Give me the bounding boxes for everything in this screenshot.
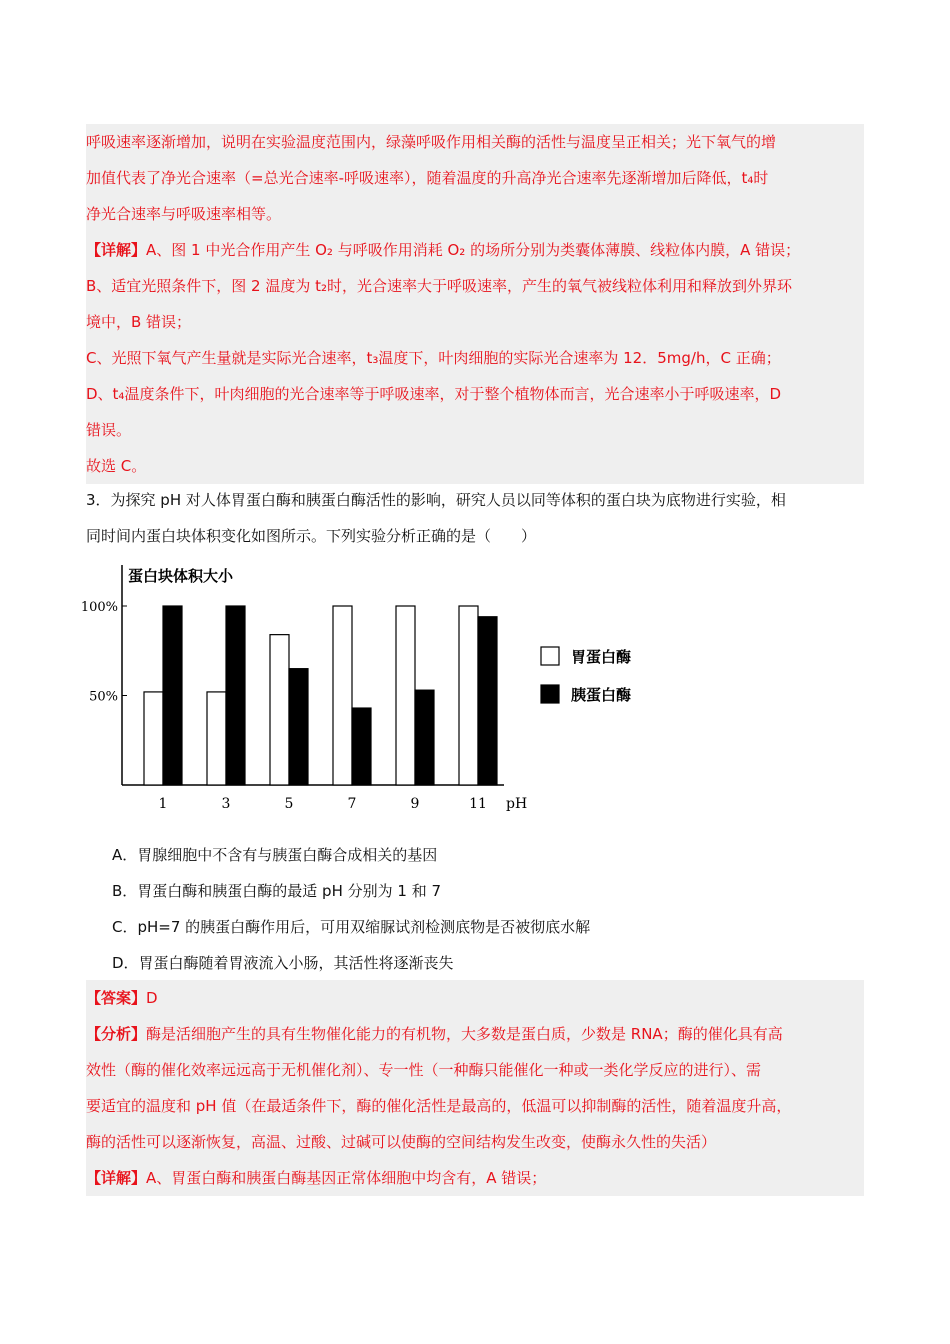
analysis-line-1: [86, 1016, 864, 1052]
bar: [226, 606, 245, 785]
x-tick-label: 1: [158, 796, 168, 812]
answer-line: [86, 980, 864, 1016]
analysis-line-3: 要适宜的温度和 pH 值（在最适条件下，酶的催化活性是最高的，低温可以抑制酶的活性，随着温度升高，: [86, 1097, 792, 1115]
answer-block: [86, 980, 864, 1196]
option-b[interactable]: B．胃蛋白酶和胰蛋白酶的最适 pH 分别为 1 和 7: [112, 882, 442, 900]
answer-tag: 【答案】: [86, 989, 147, 1007]
prev-solution-block: [86, 124, 864, 484]
prev-conclusion: 故选 C。: [86, 457, 147, 475]
bar: [352, 708, 371, 785]
question-stem-line-2: 同时间内蛋白块体积变化如图所示。下列实验分析正确的是（ ）: [86, 527, 537, 545]
question-stem: [86, 482, 864, 554]
bar: [144, 692, 163, 785]
x-axis-label: pH: [506, 796, 528, 812]
option-a[interactable]: A．胃腺细胞中不含有与胰蛋白酶合成相关的基因: [112, 846, 438, 864]
y-tick-label: 100%: [80, 600, 118, 615]
analysis-tag: 【分析】: [86, 1025, 147, 1043]
bar: [459, 606, 478, 785]
prev-detail-line-3: 境中，B 错误；: [86, 313, 192, 331]
y-axis-label: 蛋白块体积大小: [128, 567, 234, 585]
analysis-line-4: 酶的活性可以逐渐恢复，高温、过酸、过碱可以使酶的空间结构发生改变，使酶永久性的失活）: [86, 1133, 717, 1151]
option-d[interactable]: D．胃蛋白酶随着胃液流入小肠，其活性将逐渐丧失: [112, 954, 454, 972]
options-list: [112, 837, 852, 981]
prev-analysis-line-3: 净光合速率与呼吸速率相等。: [86, 205, 282, 223]
prev-detail-line-6: 错误。: [86, 421, 132, 439]
bar: [270, 635, 289, 785]
legend-swatch: [541, 685, 559, 703]
detail-text-1: A、胃蛋白酶和胰蛋白酶基因正常体细胞中均含有，A 错误；: [146, 1169, 547, 1187]
x-tick-label: 11: [469, 796, 487, 812]
prev-detail-line-5: D、t₄温度条件下，叶肉细胞的光合速率等于呼吸速率，对于整个植物体而言，光合速率小于呼吸速率，D: [86, 385, 781, 403]
bar: [163, 606, 182, 785]
y-tick-label: 50%: [89, 689, 118, 705]
legend-swatch: [541, 647, 559, 665]
prev-analysis-line-2: 加值代表了净光合速率（=总光合速率-呼吸速率），随着温度的升高净光合速率先逐渐增加后降低，t₄时: [86, 169, 769, 187]
prev-detail-line-4: C、光照下氧气产生量就是实际光合速率，t₃温度下，叶肉细胞的实际光合速率为 12．5mg/h，C 正确；: [86, 349, 781, 367]
legend-label: 胃蛋白酶: [571, 648, 632, 666]
prev-detail-line-1: [86, 232, 864, 268]
bar: [333, 606, 352, 785]
prev-detail-line-2: B、适宜光照条件下，图 2 温度为 t₂时，光合速率大于呼吸速率，产生的氧气被线粒体利用和释放到外界环: [86, 277, 793, 295]
bar: [207, 692, 226, 785]
prev-analysis-line-1: 呼吸速率逐渐增加，说明在实验温度范围内，绿藻呼吸作用相关酶的活性与温度呈正相关；光下氧气的增: [86, 133, 777, 151]
analysis-line-2: 效性（酶的催化效率远远高于无机催化剂）、专一性（一种酶只能催化一种或一类化学反应的进行）、需: [86, 1061, 762, 1079]
detail-tag: 【详解】: [86, 241, 147, 259]
x-tick-label: 3: [221, 796, 231, 812]
prev-detail-text-1: A、图 1 中光合作用产生 O₂ 与呼吸作用消耗 O₂ 的场所分别为类囊体薄膜、线粒体内膜，A 错误；: [146, 241, 801, 259]
x-tick-label: 9: [410, 796, 420, 812]
option-c[interactable]: C．pH=7 的胰蛋白酶作用后，可用双缩脲试剂检测底物是否被彻底水解: [112, 918, 591, 936]
bar: [478, 617, 497, 785]
answer-value: D: [146, 989, 158, 1007]
legend-label: 胰蛋白酶: [571, 686, 632, 704]
enzyme-activity-bar-chart: [80, 557, 686, 817]
x-tick-label: 7: [347, 796, 357, 812]
question-stem-line-1: 3．为探究 pH 对人体胃蛋白酶和胰蛋白酶活性的影响，研究人员以同等体积的蛋白块为底物进行实验，相: [86, 491, 786, 509]
x-tick-label: 5: [284, 796, 294, 812]
analysis-text-1: 酶是活细胞产生的具有生物催化能力的有机物，大多数是蛋白质，少数是 RNA；酶的催化具有高: [146, 1025, 783, 1043]
bar: [289, 669, 308, 785]
detail-line-1: [86, 1160, 864, 1196]
answer-detail-tag: 【详解】: [86, 1169, 147, 1187]
bar: [415, 690, 434, 785]
bar: [396, 606, 415, 785]
